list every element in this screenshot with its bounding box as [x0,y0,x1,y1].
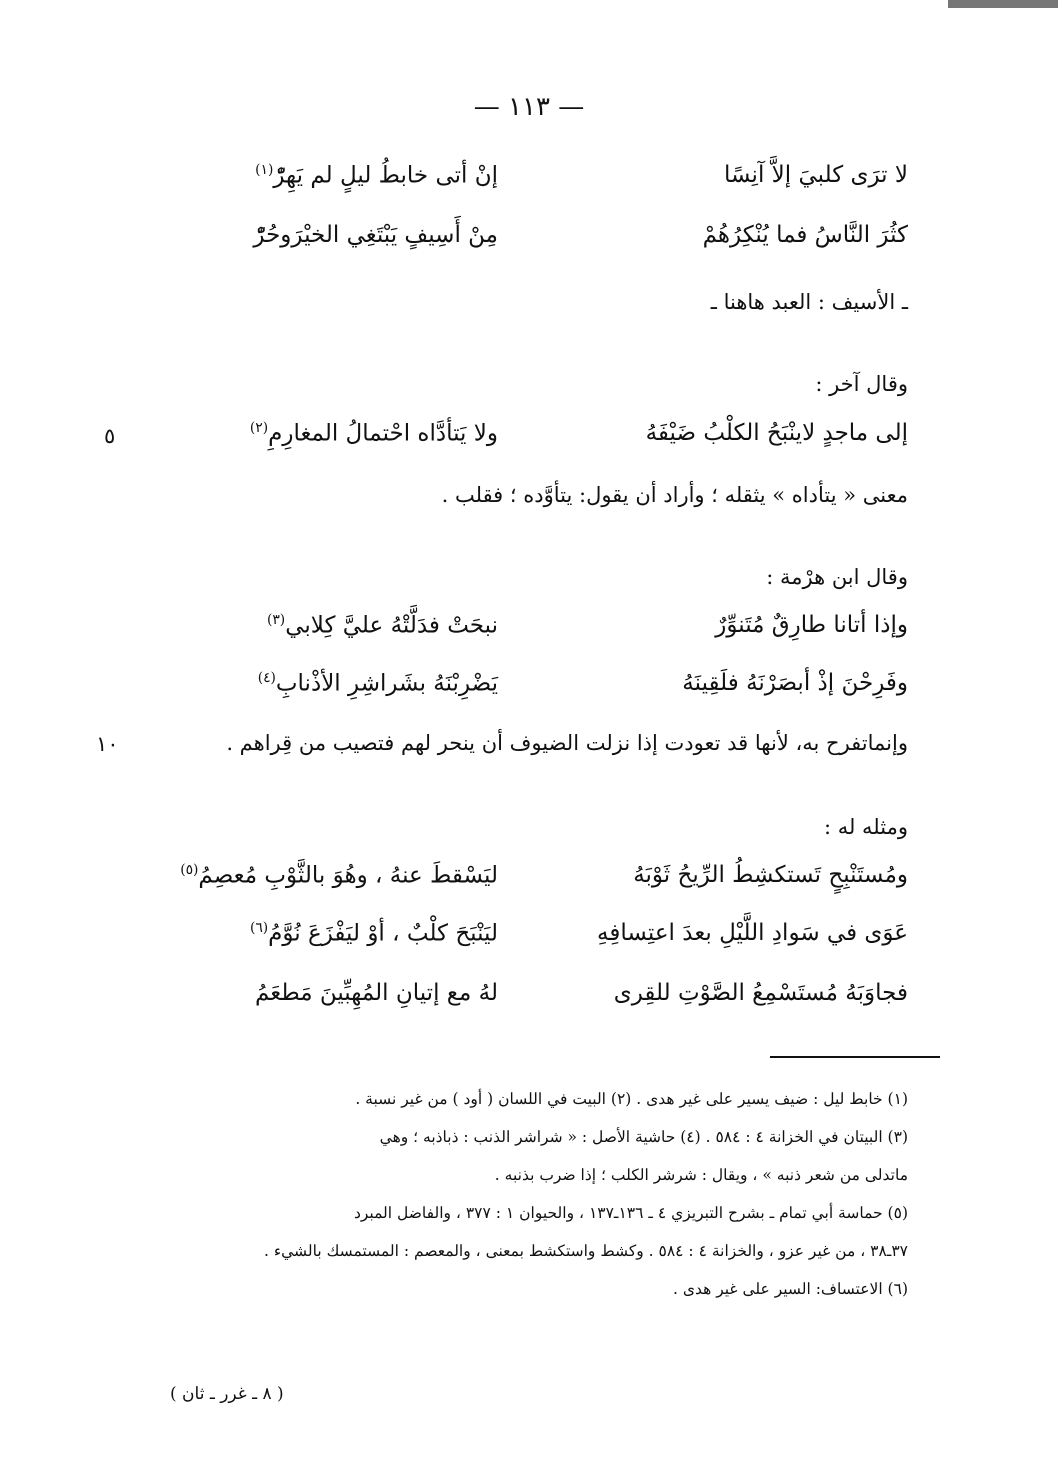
verse-8-second-hemistich: لهُ مع إتيانِ المُهِبِّينَ مَطعَمُ [254,980,498,1006]
verse-1-second-hemistich [255,162,498,189]
verse-4-second-text: نبحَتْ فدَلَّتْهُ عليَّ كِلابي [285,612,498,639]
signature-mark: ( ٨ ـ غرر ـ ثان ) [170,1384,284,1404]
verse-3-first-hemistich: إلى ماجدٍ لاينْبَحُ الكلْبُ ضَيْفَهُ [645,420,908,446]
gloss-asif: ـ الأسيف : العبد هاهنا ـ [710,290,908,314]
footnote-line-4: (٥) حماسة أبي تمام ـ بشرح التبريزي ٤ ـ ١٣٦ـ١٣٧ ، والحيوان ١ : ٣٧٧ ، والفاضل المبرد [353,1204,908,1222]
verse-6-first-hemistich: ومُستَنْبِحٍ تَستكشِطُ الرِّيحُ ثَوْبَهُ [633,862,908,888]
footnote-ref-5: (٥) [180,862,199,878]
verse-5-second-text: يَضْرِبْنَهُ بشَراشِرِ الأذْنابِ [275,670,498,697]
footnote-line-6: (٦) الاعتساف: السير على غير هدى . [672,1280,908,1298]
attribution-ibn-harma: وقال ابن هرْمة : [766,565,908,589]
footnote-ref-6: (٦) [249,920,269,936]
footnote-line-5: ٣٧ـ٣٨ ، من غير عزو ، والخزانة ٤ : ٥٨٤ . وكشط واستكشط بمعنى ، والمعصم : المستمسك بالشيء . [264,1242,908,1260]
verse-7-second-hemistich [250,920,498,947]
footnote-ref-2: (٢) [249,420,269,436]
scan-edge-mark [948,0,1058,8]
footnote-ref-3: (٣) [266,612,286,628]
verse-1-second-text: إنْ أتى خابطُ ليلٍ لم يَهِرّْ [273,162,498,189]
verse-6-second-text: ليَسْقطَ عنهُ ، وهُوَ بالثَّوْبِ مُعصِمُ [198,862,498,889]
verse-4-first-hemistich: وإذا أتانا طارِقٌ مُتَنوِّرٌ [715,612,908,638]
footnote-line-3: ماتدلى من شعر ذنبه » ، ويقال : شرشر الكلب ؛ إذا ضرب بذنبه . [494,1166,908,1184]
attribution-another: وقال آخر : [815,372,908,396]
attribution-similar: ومثله له : [823,815,908,839]
line-number-10: ١٠ [96,732,119,756]
verse-3-second-hemistich [250,420,498,447]
gloss-yataaddah: معنى « يتأداه » يثقله ؛ وأراد أن يقول: يتأوَّده ؛ فقلب . [441,483,908,507]
verse-1-first-hemistich: لا ترَى كلبيَ إلاَّ آنِسًا [724,162,908,188]
footnote-line-1: (١) خابط ليل : ضيف يسير على غير هدى . (٢) البيت في اللسان ( أود ) من غير نسبة . [355,1090,908,1108]
verse-6-second-hemistich [180,862,498,889]
verse-5-second-hemistich [258,670,498,697]
verse-7-second-text: ليَنْبَحَ كلْبٌ ، أوْ ليَفْزَعَ نُوَّمُ [268,920,498,947]
verse-4-second-hemistich [267,612,498,639]
explanation-dogs-joy: وإنماتفرح به، لأنها قد تعودت إذا نزلت الضيوف أن ينحر لهم فتصيب من قِراهم . [226,731,908,755]
footnote-ref-1: (١) [255,162,274,178]
verse-2-first-hemistich: كثُرَ النَّاسُ فما يُنْكِرُهُمْ [702,222,908,248]
verse-3-second-text: ولا يَتأدَّاه احْتمالُ المغارِمِ [268,420,498,447]
verse-7-first-hemistich: عَوَى في سَوادِ اللَّيْلِ بعدَ اعتِسافِهِ [597,920,908,946]
footnote-separator [770,1056,940,1058]
verse-2-second-hemistich: مِنْ أَسِيفٍ يَبْتَغِي الخيْرَوحُرّْ [253,222,498,248]
verse-8-first-hemistich: فجاوَبَهُ مُستَسْمِعُ الصَّوْتِ للقِرى [613,980,908,1006]
footnote-line-2: (٣) البيتان في الخزانة ٤ : ٥٨٤ . (٤) حاشية الأصل : « شراشر الذنب : ذباذبه ؛ وهي [379,1128,908,1146]
line-number-5: ٥ [104,424,116,448]
page-number: — ١١٣ — [473,92,585,122]
verse-5-first-hemistich: وفَرِحْنَ إذْ أبصَرْنَهُ فلَقِينَهُ [682,670,908,696]
footnote-ref-4: (٤) [257,670,276,686]
